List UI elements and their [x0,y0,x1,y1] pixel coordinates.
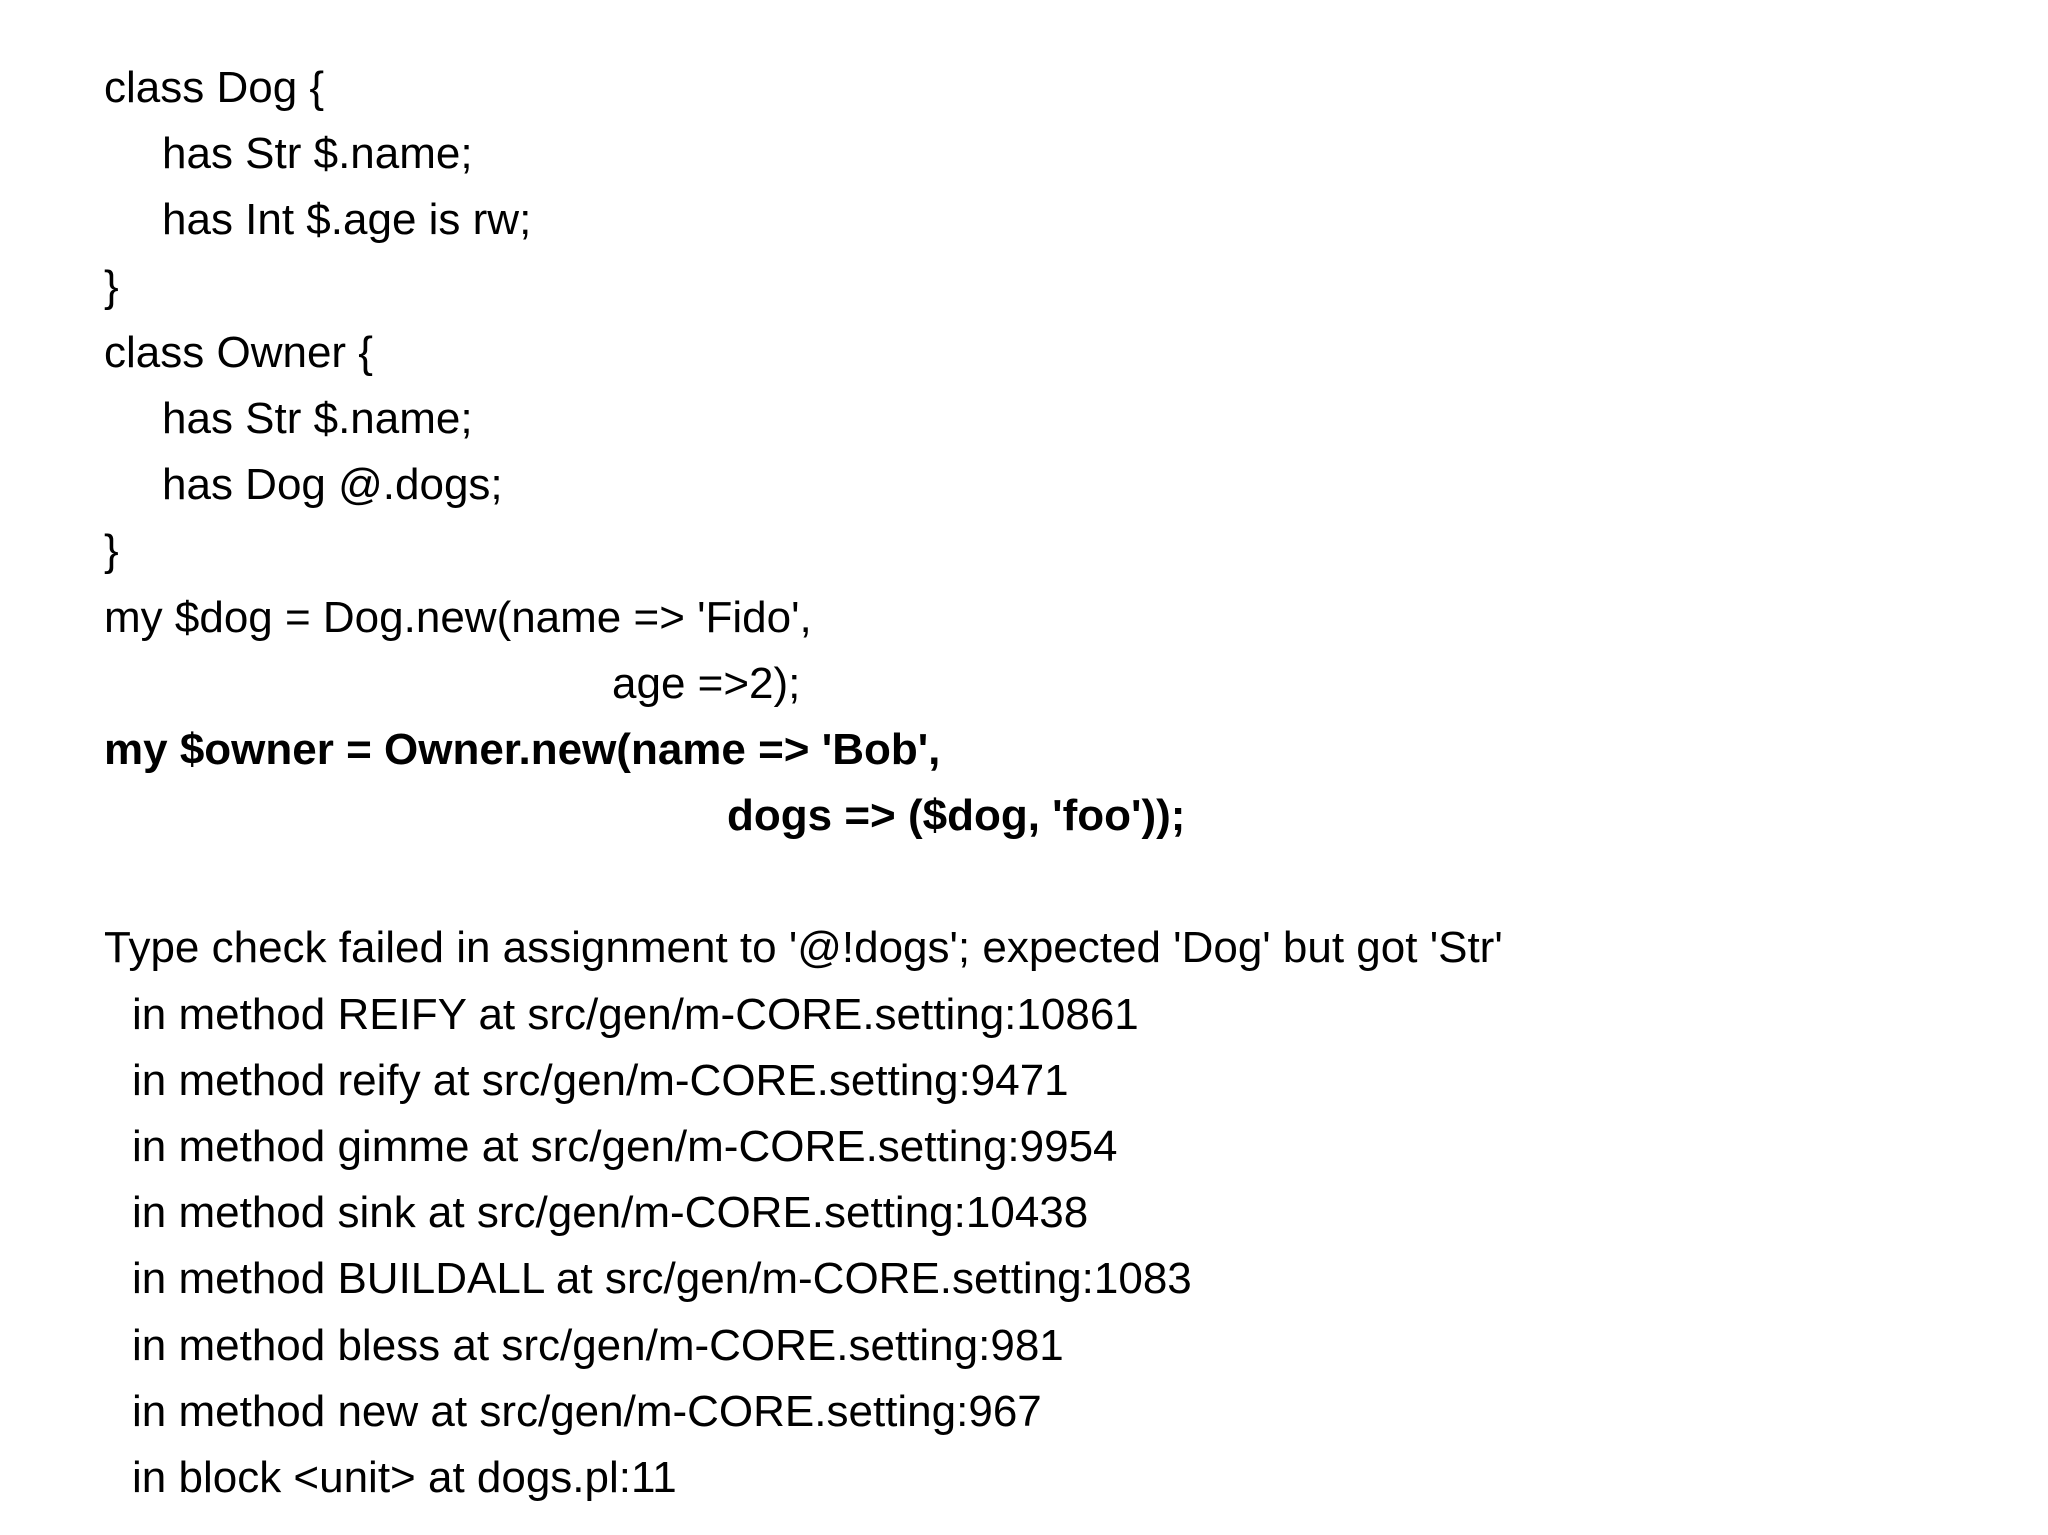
code-line: my $dog = Dog.new(name => 'Fido', [104,592,812,642]
code-block [104,55,2004,849]
stack-trace-line: in method new at src/gen/m-CORE.setting:967 [132,1386,1042,1436]
code-line: class Dog { [104,63,325,112]
code-line: age =>2); [612,658,801,708]
error-output [104,915,2004,1511]
stack-trace-line: in method gimme at src/gen/m-CORE.setting:9954 [132,1122,1118,1171]
code-line: has Str $.name; [162,129,473,179]
document [104,55,2004,1511]
blank-line [104,849,2004,915]
stack-trace-line: in block <unit> at dogs.pl:11 [132,1452,677,1502]
code-line: } [104,261,119,311]
stack-trace-line: in method BUILDALL at src/gen/m-CORE.setting:1083 [132,1254,1192,1304]
code-line-highlighted: dogs => ($dog, 'foo')); [727,791,1186,841]
stack-trace-line: in method bless at src/gen/m-CORE.setting:981 [132,1320,1064,1370]
stack-trace-line: in method REIFY at src/gen/m-CORE.setting:10861 [132,989,1139,1039]
code-line: } [104,526,119,576]
error-message: Type check failed in assignment to '@!dogs'; expected 'Dog' but got 'Str' [104,923,1503,973]
stack-trace-line: in method sink at src/gen/m-CORE.setting:10438 [132,1188,1089,1238]
stack-trace-line: in method reify at src/gen/m-CORE.setting:9471 [132,1055,1069,1105]
code-line: has Dog @.dogs; [162,460,503,510]
code-line: class Owner { [104,327,373,377]
code-line-highlighted: my $owner = Owner.new(name => 'Bob', [104,724,941,774]
code-line: has Int $.age is rw; [162,195,532,245]
code-line: has Str $.name; [162,393,473,443]
